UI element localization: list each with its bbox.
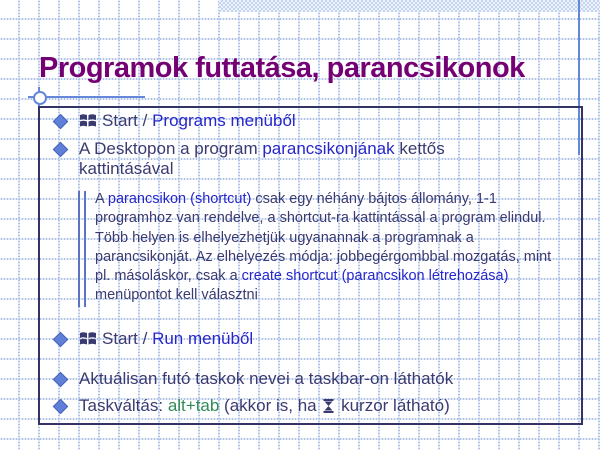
- bullet-start-programs: [55, 111, 296, 133]
- bullet-text-plain: (akkor is, ha: [219, 396, 322, 415]
- bullet-text-highlight: Run menüből: [152, 329, 254, 348]
- bullet-text: [79, 139, 531, 179]
- note-indent-lines: [78, 191, 86, 307]
- note-text-plain: menüpontot kell választni: [95, 287, 258, 304]
- bullet-text-highlight: Programs menüből: [152, 111, 296, 130]
- diamond-bullet-icon: [53, 114, 69, 130]
- note-text-plain: A: [95, 191, 108, 207]
- bullet-text: Aktuálisan futó taskok nevei a taskbar-on láthatók: [79, 369, 454, 388]
- bullet-text: [79, 111, 296, 133]
- bullet-text: [79, 396, 450, 418]
- decorative-top-band: [219, 0, 600, 12]
- diamond-bullet-icon: [53, 142, 69, 158]
- compass-circle-icon: [33, 91, 47, 105]
- bullet-desktop-shortcut: [55, 139, 531, 179]
- bullet-text-plain: A Desktopon a program: [79, 139, 263, 158]
- bullet-text-plain: Taskváltás:: [79, 396, 168, 415]
- diamond-bullet-icon: [53, 399, 69, 415]
- windows-flag-icon: [79, 331, 97, 351]
- note-text-highlight: create shortcut (parancsikon létrehozása): [241, 268, 509, 285]
- note-text-plain: csak egy néhány bájtos állomány, 1-1 programhoz van rendelve, a shortcut-ra kattintással a program elindul. Több helyen is elhelyezhetjük ugyanannak a programnak a parancsikonját. Az elhelyezés módja: jobbegérgombbal mozgatás, mint pl. másoláskor, csak a: [95, 191, 552, 285]
- bullet-text-highlight: parancsikonjának: [262, 139, 395, 158]
- bullet-text-plain: Start /: [102, 111, 153, 130]
- bullet-start-run: [55, 329, 253, 351]
- bullet-task-switch: [55, 396, 450, 418]
- bullet-text: [79, 329, 253, 351]
- bullet-taskbar: [55, 369, 453, 389]
- diamond-bullet-icon: [53, 332, 69, 348]
- slide-title: Programok futtatása, parancsikonok: [39, 52, 525, 85]
- bullet-text-accent: alt+tab: [167, 396, 220, 415]
- note-paragraph: [95, 190, 563, 306]
- bullet-text-plain: kurzor látható): [336, 396, 450, 415]
- windows-flag-icon: [79, 113, 97, 133]
- note-text-highlight: parancsikon (shortcut): [107, 191, 252, 207]
- bullet-text-plain: Start /: [102, 329, 153, 348]
- hourglass-cursor-icon: [323, 398, 334, 418]
- bullet-text-plain: kettős kattintásával: [79, 139, 445, 178]
- diamond-bullet-icon: [53, 372, 69, 388]
